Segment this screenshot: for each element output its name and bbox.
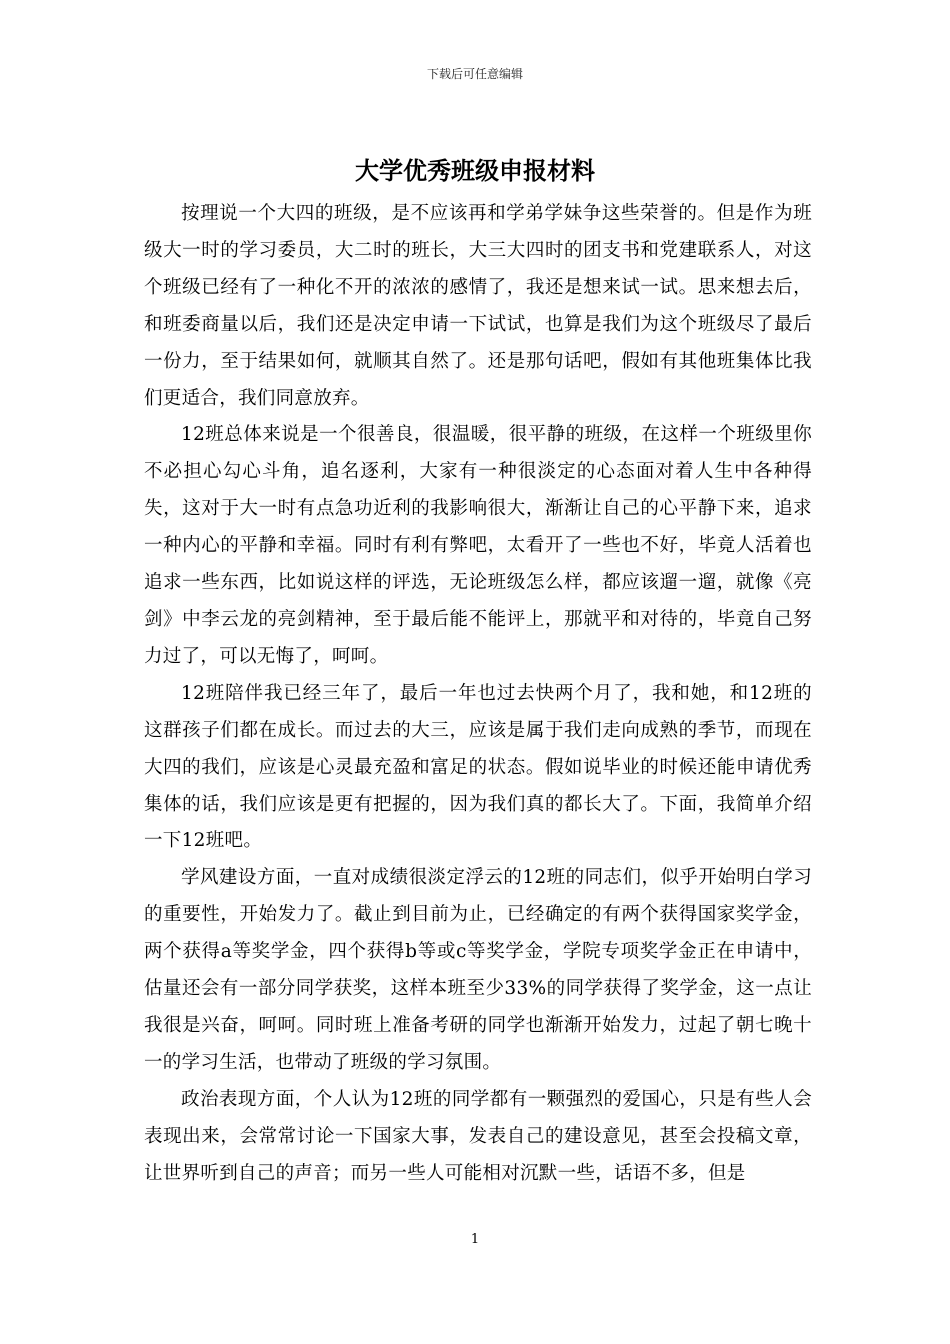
paragraph-4: 学风建设方面，一直对成绩很淡定浮云的12班的同志们，似乎开始明白学习的重要性，开始发力了。截止到目前为止，已经确定的有两个获得国家奖学金，两个获得a等奖学金，四个获得b等或c等奖学金，学院专项奖学金正在申请中，估量还会有一部分同学获奖，这样本班至少33%的同学获得了奖学金，这一点让我很是兴奋，呵呵。同时班上准备考研的同学也渐渐开始发力，过起了朝七晚十一的学习生活，也带动了班级的学习氛围。 [144, 867, 812, 1073]
document-title: 大学优秀班级申报材料 [355, 157, 595, 185]
paragraph-1: 按理说一个大四的班级，是不应该再和学弟学妹争这些荣誉的。但是作为班级大一时的学习委员，大二时的班长，大三大四时的团支书和党建联系人，对这个班级已经有了一种化不开的浓浓的感情了，我还是想来试一试。思来想去后，和班委商量以后，我们还是决定申请一下试试，也算是我们为这个班级尽了最后一份力，至于结果如何，就顺其自然了。还是那句话吧，假如有其他班集体比我们更适合，我们同意放弃。 [144, 203, 812, 409]
document-body [144, 196, 812, 1192]
paragraph-2: 12班总体来说是一个很善良，很温暖，很平静的班级，在这样一个班级里你不必担心勾心斗角，追名逐利，大家有一种很淡定的心态面对着人生中各种得失，这对于大一时有点急功近利的我影响很大，渐渐让自己的心平静下来，追求一种内心的平静和幸福。同时有利有弊吧，太看开了一些也不好，毕竟人活着也追求一些东西，比如说这样的评选，无论班级怎么样，都应该遛一遛，就像《亮剑》中李云龙的亮剑精神，至于最后能不能评上，那就平和对待的，毕竟自己努力过了，可以无悔了，呵呵。 [144, 424, 812, 667]
paragraph-3: 12班陪伴我已经三年了，最后一年也过去快两个月了，我和她，和12班的这群孩子们都在成长。而过去的大三，应该是属于我们走向成熟的季节，而现在大四的我们，应该是心灵最充盈和富足的状态。假如说毕业的时候还能申请优秀集体的话，我们应该是更有把握的，因为我们真的都长大了。下面，我简单介绍一下12班吧。 [144, 682, 812, 852]
header-note: 下载后可任意编辑 [426, 67, 523, 81]
page-number: 1 [470, 1232, 480, 1247]
paragraph-5: 政治表现方面，个人认为12班的同学都有一颗强烈的爱国心，只是有些人会表现出来，会常常讨论一下国家大事，发表自己的建设意见，甚至会投稿文章，让世界听到自己的声音；而另一些人可能相对沉默一些，话语不多，但是 [144, 1088, 812, 1184]
